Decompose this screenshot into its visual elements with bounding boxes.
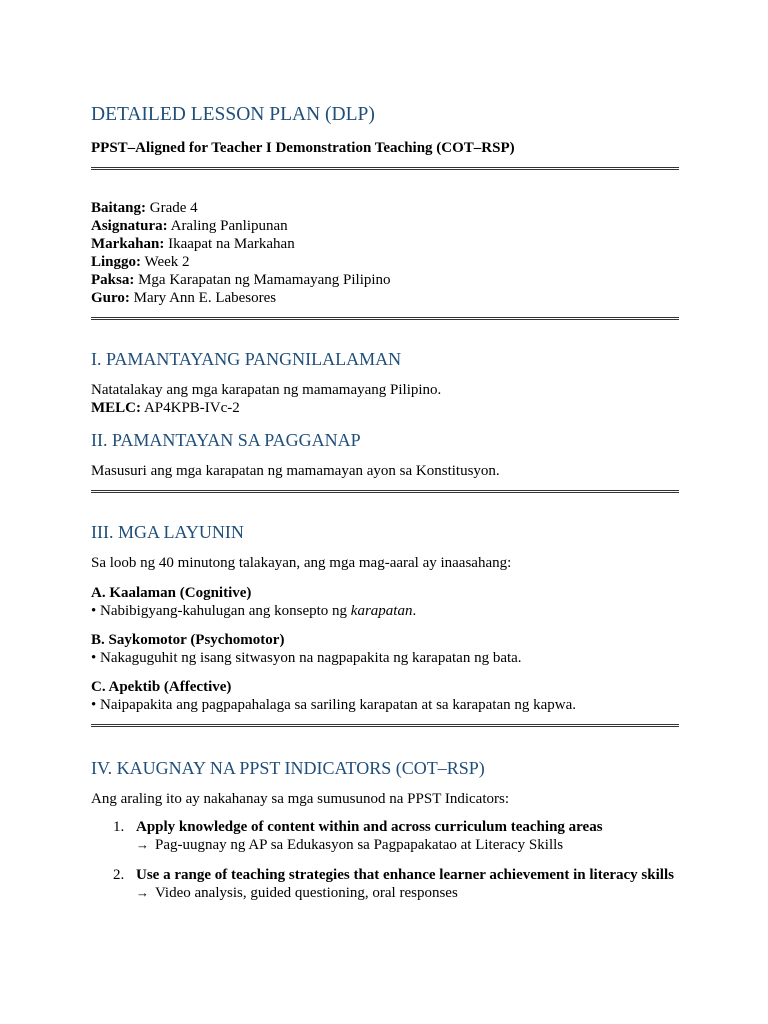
objective-text: • Nabibigyang-kahulugan ang konsepto ng karapatan.	[91, 603, 417, 619]
objective-psychomotor	[91, 631, 679, 667]
section-1-text: Natatalakay ang mga karapatan ng mamamayang Pilipino.	[91, 382, 442, 398]
objective-text: • Nakaguguhit ng isang sitwasyon na nagpapakita ng karapatan ng bata.	[91, 650, 522, 666]
document-title: DETAILED LESSON PLAN (DLP)	[91, 104, 375, 125]
divider	[91, 167, 679, 170]
section-1-body	[91, 381, 679, 417]
info-row-paksa: Paksa: Mga Karapatan ng Mamamayang Pilipino	[91, 272, 391, 288]
section-heading-1: I. PAMANTAYANG PANGNILALAMAN	[91, 349, 402, 369]
section-3-intro: Sa loob ng 40 minutong talakayan, ang mga mag-aaral ay inaasahang:	[91, 555, 512, 571]
objective-affective	[91, 678, 679, 714]
arrow-right-icon: →	[136, 837, 149, 852]
lesson-info	[91, 199, 679, 307]
indicator-title: Use a range of teaching strategies that enhance learner achievement in literacy skills	[136, 867, 674, 883]
objective-text: • Naipapakita ang pagpapahalaga sa sariling karapatan at sa karapatan ng kapwa.	[91, 697, 577, 713]
divider	[91, 490, 679, 493]
document-subtitle: PPST–Aligned for Teacher I Demonstration Teaching (COT–RSP)	[91, 140, 515, 156]
section-2-text: Masusuri ang mga karapatan ng mamamayan ayon sa Konstitusyon.	[91, 463, 500, 479]
divider	[91, 317, 679, 320]
divider	[91, 724, 679, 727]
section-2-body	[91, 462, 679, 480]
info-row-markahan: Markahan: Ikaapat na Markahan	[91, 236, 295, 252]
info-row-baitang: Baitang: Grade 4	[91, 200, 198, 216]
objective-cognitive	[91, 584, 679, 620]
info-row-guro: Guro: Mary Ann E. Labesores	[91, 290, 277, 306]
indicator-detail: → Pag-uugnay ng AP sa Edukasyon sa Pagpapakatao at Literacy Skills	[136, 837, 564, 853]
section-heading-3: III. MGA LAYUNIN	[91, 522, 244, 542]
objective-title: C. Apektib (Affective)	[91, 679, 232, 695]
section-heading-4: IV. KAUGNAY NA PPST INDICATORS (COT–RSP)	[91, 758, 485, 778]
info-row-asignatura: Asignatura: Araling Panlipunan	[91, 218, 288, 234]
section-4-intro: Ang araling ito ay nakahanay sa mga sumusunod na PPST Indicators:	[91, 791, 509, 807]
indicator-title: Apply knowledge of content within and across curriculum teaching areas	[136, 819, 603, 835]
info-row-linggo: Linggo: Week 2	[91, 254, 190, 270]
section-heading-2: II. PAMANTAYAN SA PAGGANAP	[91, 430, 361, 450]
arrow-right-icon: →	[136, 885, 149, 900]
melc-line: MELC: AP4KPB-IVc-2	[91, 400, 240, 416]
indicator-detail: → Video analysis, guided questioning, oral responses	[136, 885, 458, 901]
objective-title: B. Saykomotor (Psychomotor)	[91, 632, 285, 648]
objective-title: A. Kaalaman (Cognitive)	[91, 585, 252, 601]
